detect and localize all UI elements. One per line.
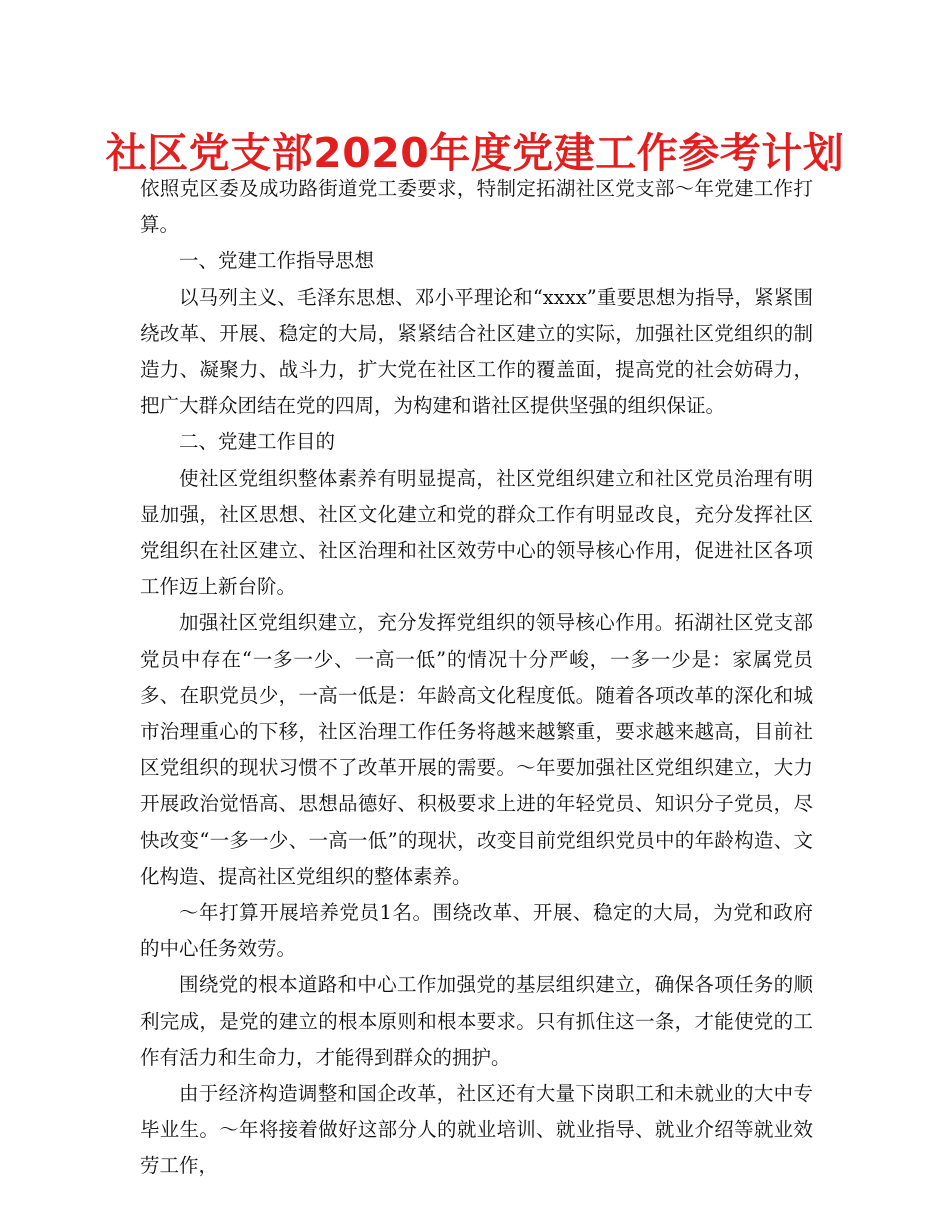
intro-paragraph: 依照克区委及成功路街道党工委要求，特制定拓湖社区党支部～年党建工作打算。 — [140, 177, 813, 237]
document-body — [140, 171, 813, 1185]
member-development-paragraph: ～年打算开展培养党员1名。围绕改革、开展、稳定的大局，为党和政府的中心任务效劳。 — [140, 901, 813, 961]
organization-building-paragraph: 加强社区党组织建立，充分发挥党组织的领导核心作用。拓湖社区党支部党员中存在“一多一少、一高一低”的情况十分严峻，一多一少是：家属党员多、在职党员少，一高一低是：年龄高文化程度低。随着各项改革的深化和城市治理重心的下移，社区治理工作任务将越来越繁重，要求越来越高，目前社区党组织的现状习惯不了改革开展的需要。～年要加强社区党组织建立，大力开展政治觉悟高、思想品德好、积极要求上进的年轻党员、知识分子党员，尽快改变“一多一少、一高一低”的现状，改变目前党组织党员中的年龄构造、文化构造、提高社区党组织的整体素养。 — [140, 611, 813, 888]
document-title: 社区党支部2020年度党建工作参考计划 — [105, 129, 845, 177]
work-goals-paragraph: 使社区党组织整体素养有明显提高，社区党组织建立和社区党员治理有明显加强，社区思想、社区文化建立和党的群众工作有明显改良，充分发挥社区党组织在社区建立、社区治理和社区效劳中心的领导核心作用，促进社区各项工作迈上新台阶。 — [140, 466, 813, 599]
section-heading-guiding-ideology: 一、党建工作指导思想 — [179, 249, 375, 273]
basic-principle-paragraph: 围绕党的根本道路和中心工作加强党的基层组织建立，确保各项任务的顺利完成，是党的建立的根本原则和根本要求。只有抓住这一条，才能使党的工作有活力和生命力，才能得到群众的拥护。 — [140, 973, 813, 1069]
section-heading-work-goals: 二、党建工作目的 — [179, 430, 336, 454]
guiding-ideology-paragraph: 以马列主义、毛泽东思想、邓小平理论和“xxxx”重要思想为指导，紧紧围绕改革、开展、稳定的大局，紧紧结合社区建立的实际，加强社区党组织的制造力、凝聚力、战斗力，扩大党在社区工作的覆盖面，提高党的社会妨碍力，把广大群众团结在党的四周，为构建和谐社区提供坚强的组织保证。 — [140, 285, 813, 418]
employment-service-paragraph: 由于经济构造调整和国企改革，社区还有大量下岗职工和未就业的大中专毕业生。～年将接着做好这部分人的就业培训、就业指导、就业介绍等就业效劳工作， — [140, 1082, 813, 1178]
